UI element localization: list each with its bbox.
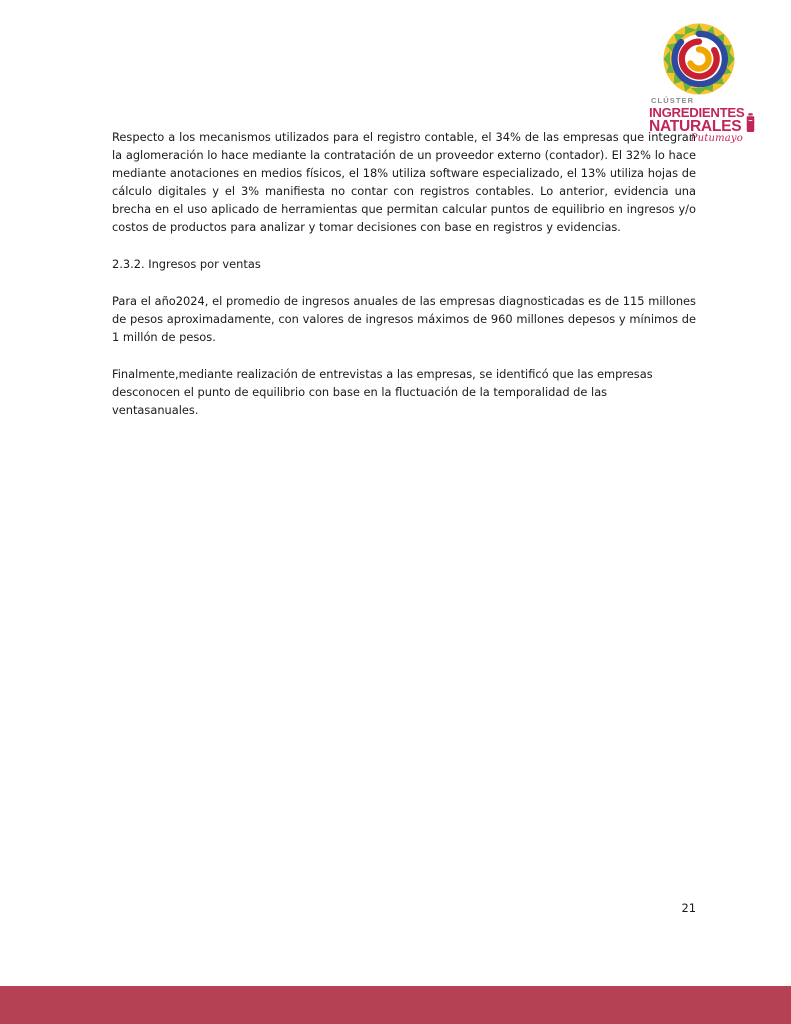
cluster-emblem-icon (662, 22, 736, 96)
page-number: 21 (681, 901, 696, 915)
paragraph-ingresos-promedio: Para el año2024, el promedio de ingresos anuales de las empresas diagnosticadas es de 115 millones de pesos aproximadamente, con valores de ingresos máximos de 960 millones depesos y mínimos de 1 millón de pesos. (112, 293, 696, 344)
footer-color-bar (0, 986, 791, 1024)
logo-line-ingredientes: INGREDIENTES (649, 104, 745, 120)
paragraph-registro-contable: Respecto a los mecanismos utilizados para el registro contable, el 34% de las empresas que integran la aglomeración lo hace mediante la contratación de un proveedor externo (contador). El 32% lo hace mediante anotaciones en medios físicos, el 18% utiliza software especializado, el 13% utiliza hojas de cálculo digitales y el 3% manifiesta no contar con registros contables. Lo anterior, evidencia una brecha en el uso aplicado de herramientas que permitan calcular puntos de equilibrio en ingresos y/o costos de productos para analizar y tomar decisiones con base en registros y evidencias. (112, 130, 696, 235)
paragraph-entrevistas: Finalmente,mediante realización de entrevistas a las empresas, se identificó que las empresas desconocen el punto de equilibrio con base en la fluctuación de la temporalidad de las ventasanuales. (112, 366, 653, 418)
spacer (112, 346, 696, 365)
logo-line-naturales: NATURALES (649, 117, 742, 135)
section-heading-2-3-2: 2.3.2. Ingresos por ventas (112, 256, 261, 271)
document-body (112, 128, 696, 419)
jar-icon (746, 113, 755, 133)
logo-region-putumayo: Putumayo (690, 132, 743, 144)
spacer (112, 237, 696, 255)
logo-block (649, 22, 749, 144)
spacer (112, 273, 696, 292)
logo-cluster-label: CLÚSTER (651, 96, 695, 105)
